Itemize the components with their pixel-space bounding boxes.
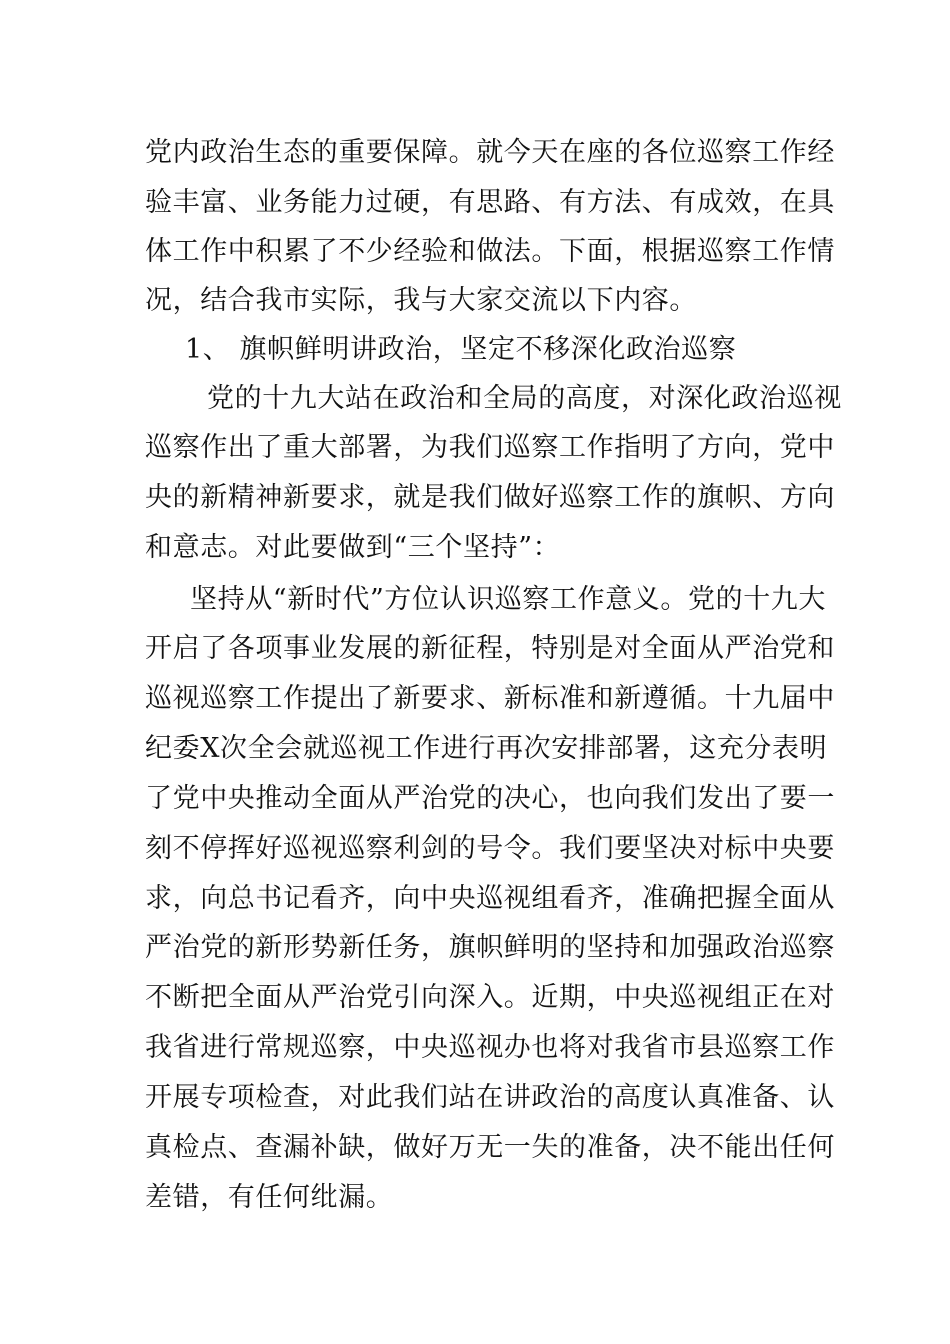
paragraph-line: 纪委X次全会就巡视工作进行再次安排部署，这充分表明 — [145, 733, 828, 764]
paragraph-line: 党的十九大站在政治和全局的高度，对深化政治巡视 — [207, 383, 842, 414]
paragraph-line: 央的新精神新要求，就是我们做好巡察工作的旗帜、方向 — [145, 482, 835, 513]
paragraph-line: 差错，有任何纰漏。 — [145, 1182, 394, 1213]
paragraph-line: 刻不停挥好巡视巡察利剑的号令。我们要坚决对标中央要 — [145, 833, 835, 864]
paragraph-line: 开展专项检查，对此我们站在讲政治的高度认真准备、认 — [145, 1082, 835, 1113]
section-heading: 1、 旗帜鲜明讲政治，坚定不移深化政治巡察 — [185, 334, 737, 365]
paragraph-line: 真检点、查漏补缺，做好万无一失的准备，决不能出任何 — [145, 1132, 835, 1163]
paragraph-line: 况，结合我市实际，我与大家交流以下内容。 — [145, 285, 697, 316]
paragraph-line: 巡察作出了重大部署，为我们巡察工作指明了方向，党中 — [145, 432, 835, 463]
paragraph-line: 严治党的新形势新任务，旗帜鲜明的坚持和加强政治巡察 — [145, 932, 835, 963]
paragraph-line: 了党中央推动全面从严治党的决心，也向我们发出了要一 — [145, 783, 835, 814]
paragraph-line: 开启了各项事业发展的新征程，特别是对全面从严治党和 — [145, 633, 835, 664]
paragraph-line: 验丰富、业务能力过硬，有思路、有方法、有成效，在具 — [145, 187, 835, 218]
paragraph-line: 求，向总书记看齐，向中央巡视组看齐，准确把握全面从 — [145, 883, 835, 914]
paragraph-line: 党内政治生态的重要保障。就今天在座的各位巡察工作经 — [145, 137, 835, 168]
paragraph-line: 坚持从“新时代”方位认识巡察工作意义。党的十九大 — [190, 584, 827, 615]
paragraph-line: 体工作中积累了不少经验和做法。下面，根据巡察工作情 — [145, 236, 835, 267]
paragraph-line: 我省进行常规巡察，中央巡视办也将对我省市县巡察工作 — [145, 1032, 835, 1063]
paragraph-line: 巡视巡察工作提出了新要求、新标准和新遵循。十九届中 — [145, 683, 835, 714]
paragraph-line: 不断把全面从严治党引向深入。近期，中央巡视组正在对 — [145, 982, 835, 1013]
paragraph-line: 和意志。对此要做到“三个坚持”： — [145, 532, 561, 563]
